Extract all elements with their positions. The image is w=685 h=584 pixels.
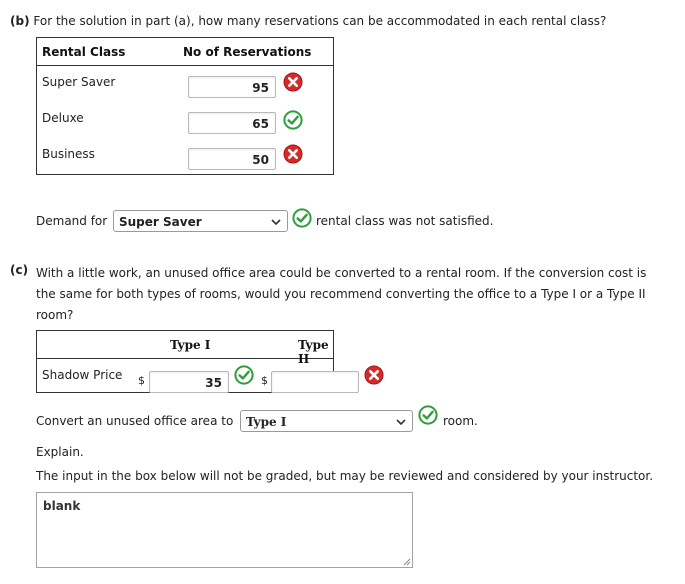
- reservations-header: No of Reservations: [183, 45, 312, 59]
- super-saver-reservations-input[interactable]: 95: [188, 76, 276, 98]
- convert-selected-value: Type I: [246, 415, 287, 429]
- deluxe-reservations-input[interactable]: 65: [188, 112, 276, 134]
- part-c-label-wrap: [10, 263, 28, 277]
- demand-rental-class-select[interactable]: [113, 210, 288, 232]
- demand-suffix-text: rental class was not satisfied.: [316, 214, 494, 228]
- correct-check-icon: [234, 365, 254, 385]
- convert-prefix-text: Convert an unused office area to: [36, 414, 234, 428]
- part-b-label: (b): [10, 14, 30, 28]
- explain-textarea[interactable]: [36, 492, 413, 568]
- row-label-super-saver: Super Saver: [42, 75, 116, 89]
- part-c-label: (c): [10, 263, 29, 277]
- convert-room-type-select[interactable]: [240, 410, 413, 432]
- explain-textarea-content: blank: [43, 499, 81, 513]
- currency-symbol-type-1: $: [138, 374, 145, 387]
- explain-note: The input in the box below will not be graded, but may be reviewed and considered by your instructor.: [36, 469, 654, 483]
- business-reservations-input[interactable]: 50: [188, 148, 276, 170]
- reservations-table: [36, 37, 334, 175]
- part-b-question-text: For the solution in part (a), how many reservations can be accommodated in each rental class?: [33, 14, 607, 28]
- resize-grip-icon[interactable]: [402, 557, 411, 566]
- convert-suffix-text: room.: [443, 414, 478, 428]
- incorrect-x-icon: [364, 365, 384, 385]
- part-c-question-text: With a little work, an unused office area could be converted to a rental room. If the conversion cost is the same for both types of rooms, would you recommend converting the office to a Type I or a Type II room?: [36, 266, 647, 322]
- correct-check-icon: [292, 208, 312, 228]
- shadow-price-label: Shadow Price: [42, 368, 123, 382]
- type-2-shadow-price-input[interactable]: [271, 371, 359, 393]
- correct-check-icon: [283, 110, 303, 130]
- row-label-business: Business: [42, 147, 95, 161]
- incorrect-x-icon: [283, 144, 303, 164]
- type-1-shadow-price-input[interactable]: 35: [149, 371, 229, 393]
- demand-selected-value: Super Saver: [119, 215, 202, 229]
- currency-symbol-type-2: $: [261, 374, 268, 387]
- shadow-price-table-header: [37, 331, 333, 366]
- explain-label: Explain.: [36, 445, 84, 459]
- correct-check-icon: [418, 405, 438, 425]
- part-b-question: [10, 14, 670, 28]
- type-2-header: Type II: [298, 338, 329, 366]
- row-label-deluxe: Deluxe: [42, 111, 84, 125]
- chevron-down-icon: [396, 419, 406, 426]
- type-1-header: Type I: [170, 338, 211, 352]
- shadow-price-table: [36, 330, 334, 393]
- rental-class-header: Rental Class: [42, 45, 126, 59]
- chevron-down-icon: [271, 219, 281, 226]
- reservations-table-header: [37, 38, 333, 66]
- incorrect-x-icon: [283, 72, 303, 92]
- demand-prefix-text: Demand for: [36, 214, 108, 228]
